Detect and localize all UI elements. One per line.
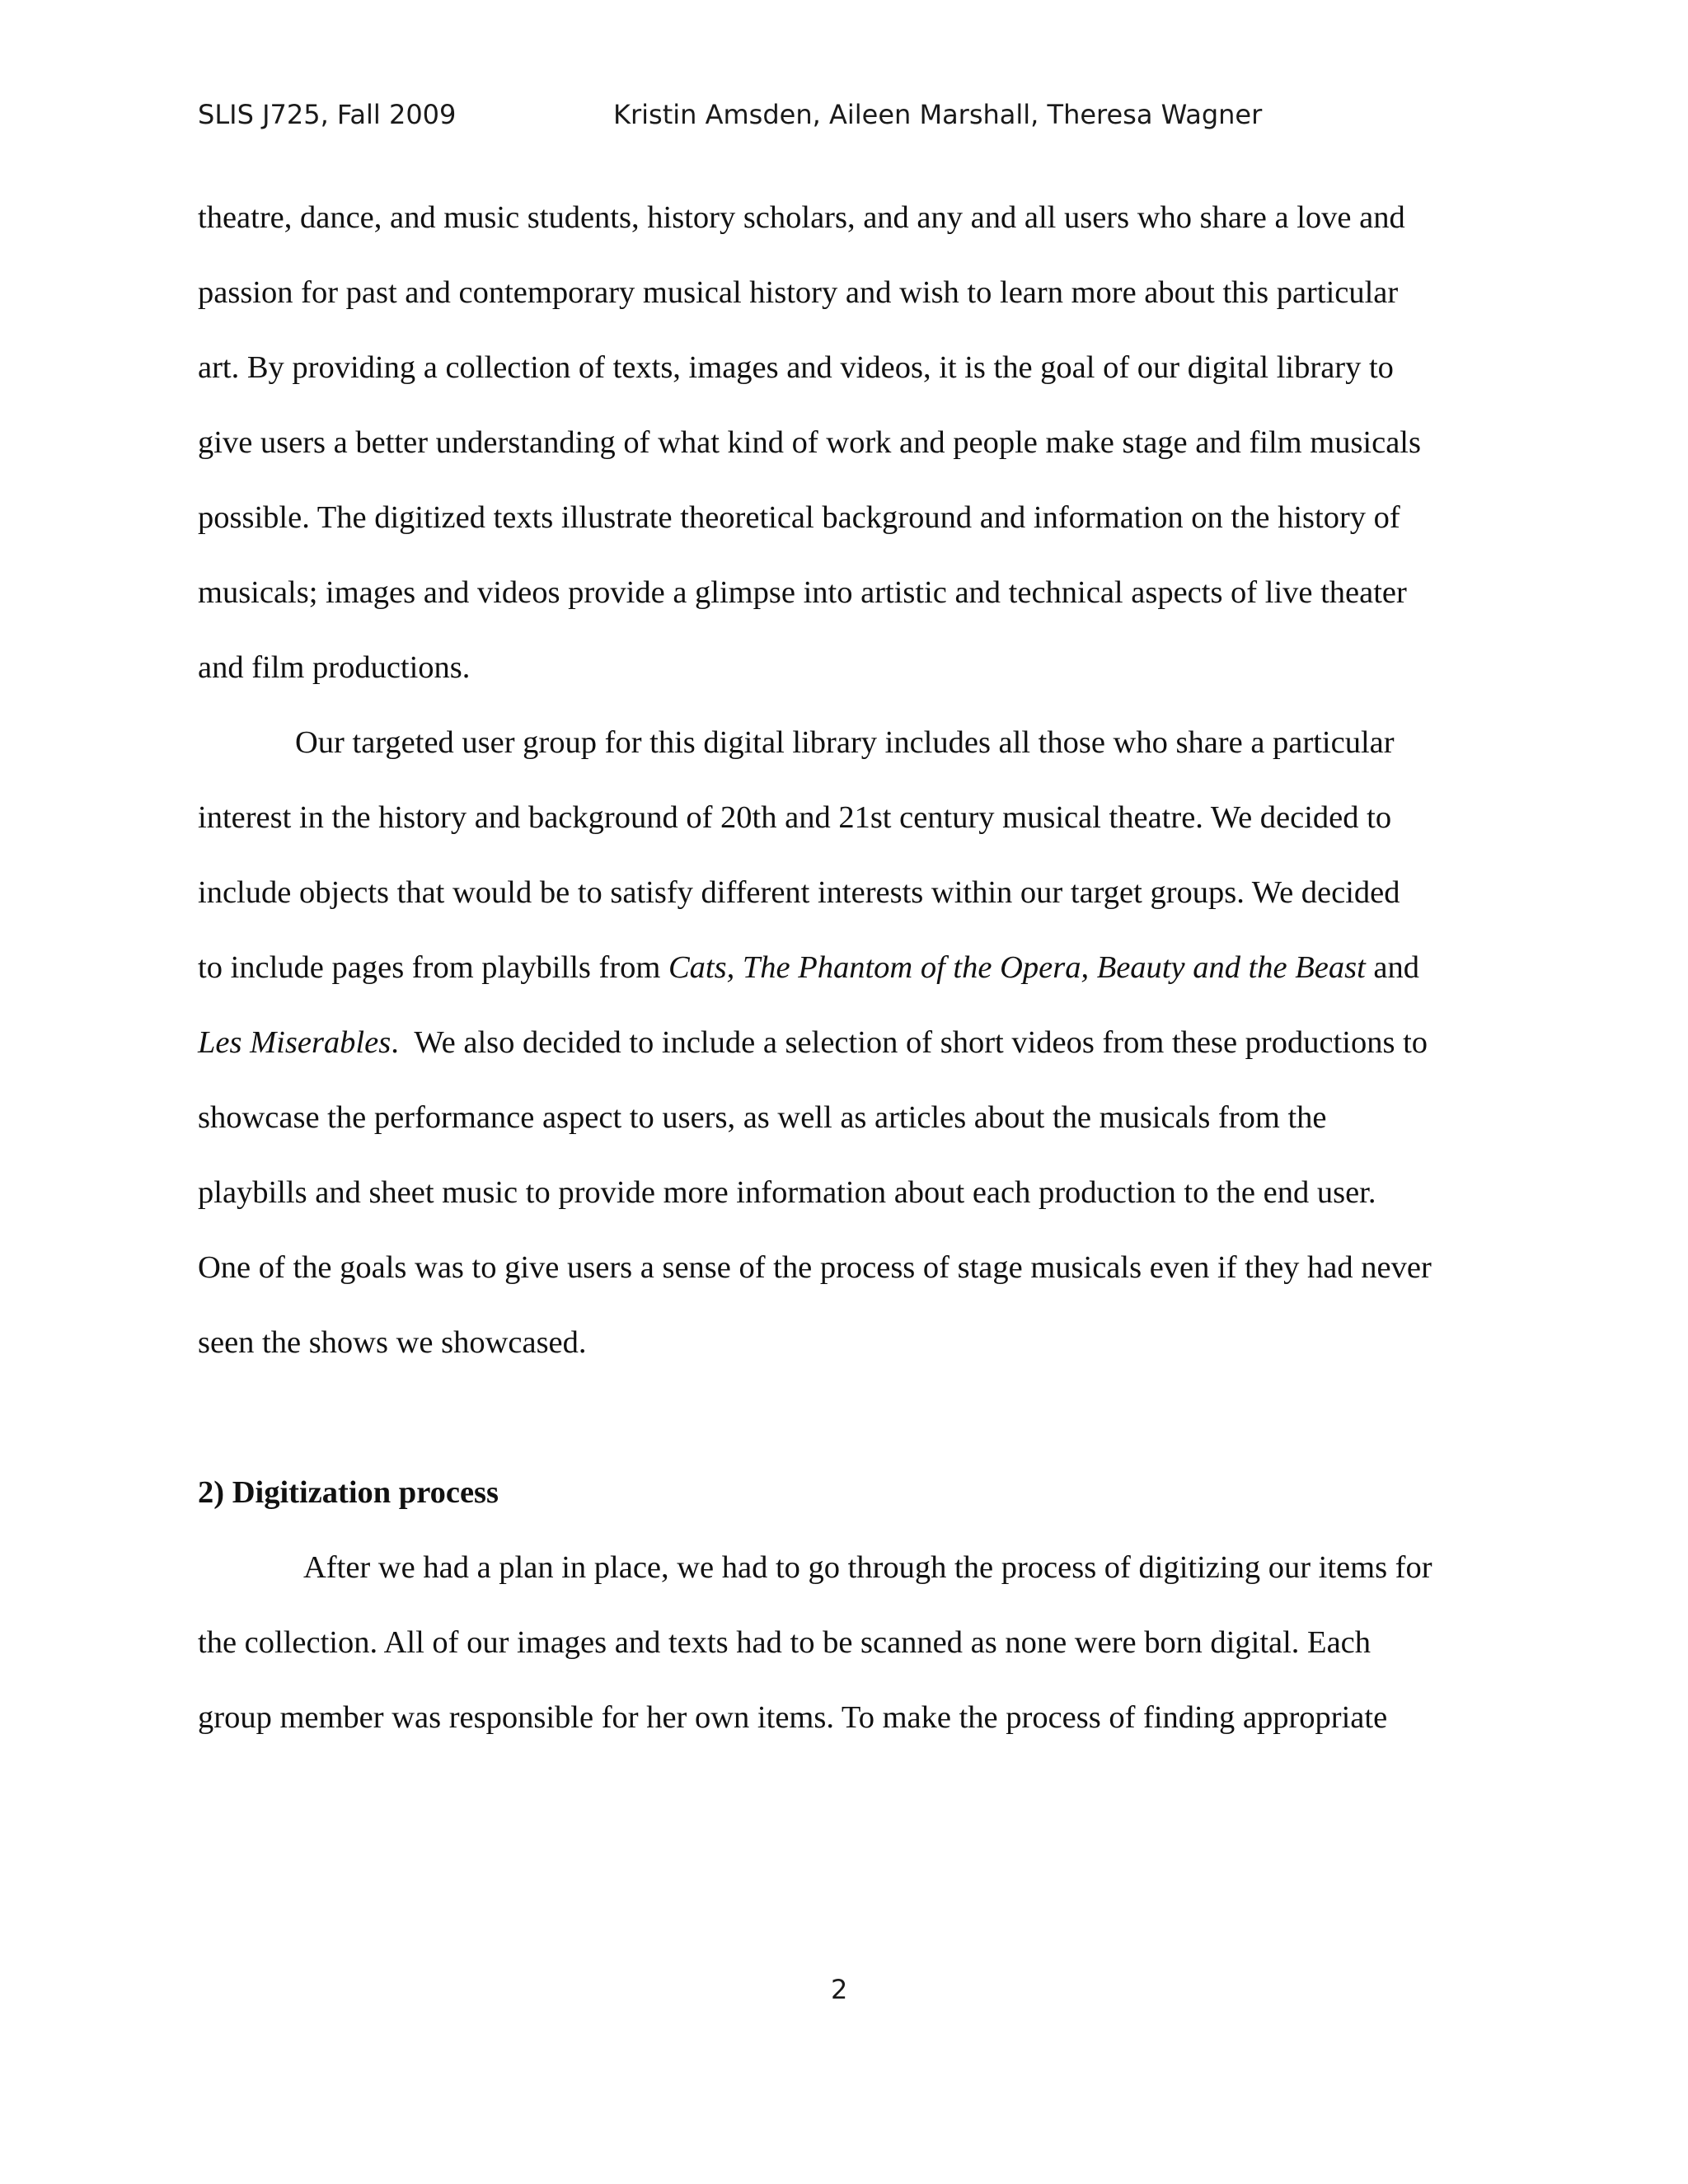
text-segment: . We also decided to include a selection of short videos from these productions to [391, 1025, 1428, 1060]
section-heading: 2) Digitization process [198, 1475, 499, 1510]
header-authors: Kristin Amsden, Aileen Marshall, Theresa Wagner [613, 99, 1263, 130]
page-number: 2 [831, 1974, 848, 2005]
paragraph-line: seen the shows we showcased. [198, 1325, 587, 1360]
paragraph-line: group member was responsible for her own items. To make the process of finding appropriate [198, 1700, 1388, 1735]
text-segment: to include pages from playbills from [198, 950, 668, 985]
header-course: SLIS J725, Fall 2009 [198, 99, 457, 130]
paragraph-line: and film productions. [198, 650, 471, 685]
paragraph-line: the collection. All of our images and texts had to be scanned as none were born digital. Each [198, 1625, 1371, 1660]
paragraph-line: passion for past and contemporary musical history and wish to learn more about this particular [198, 275, 1399, 310]
paragraph-line: After we had a plan in place, we had to go through the process of digitizing our items for [303, 1550, 1432, 1585]
paragraph-line [198, 1027, 1428, 1059]
paragraph-line: showcase the performance aspect to users, as well as articles about the musicals from the [198, 1100, 1327, 1135]
show-titles: Cats, The Phantom of the Opera, Beauty and the Beast [668, 950, 1366, 985]
paragraph-line: playbills and sheet music to provide more information about each production to the end user. [198, 1175, 1376, 1210]
paragraph-line: possible. The digitized texts illustrate theoretical background and information on the history of [198, 500, 1400, 535]
paragraph-line: theatre, dance, and music students, history scholars, and any and all users who share a love and [198, 200, 1405, 235]
paragraph-line: musicals; images and videos provide a glimpse into artistic and technical aspects of live theater [198, 575, 1407, 610]
paragraph-line [198, 952, 1419, 984]
paragraph-line: One of the goals was to give users a sense of the process of stage musicals even if they had never [198, 1250, 1432, 1285]
paragraph-line: interest in the history and background of 20th and 21st century musical theatre. We decided to [198, 800, 1392, 835]
paragraph-line: give users a better understanding of what kind of work and people make stage and film musicals [198, 425, 1421, 460]
show-title: Les Miserables [198, 1025, 392, 1060]
text-segment: and [1365, 950, 1420, 985]
paragraph-line: include objects that would be to satisfy different interests within our target groups. We decided [198, 875, 1400, 910]
paragraph-line: art. By providing a collection of texts, images and videos, it is the goal of our digital library to [198, 350, 1394, 385]
paragraph-line: Our targeted user group for this digital library includes all those who share a particular [295, 725, 1395, 760]
